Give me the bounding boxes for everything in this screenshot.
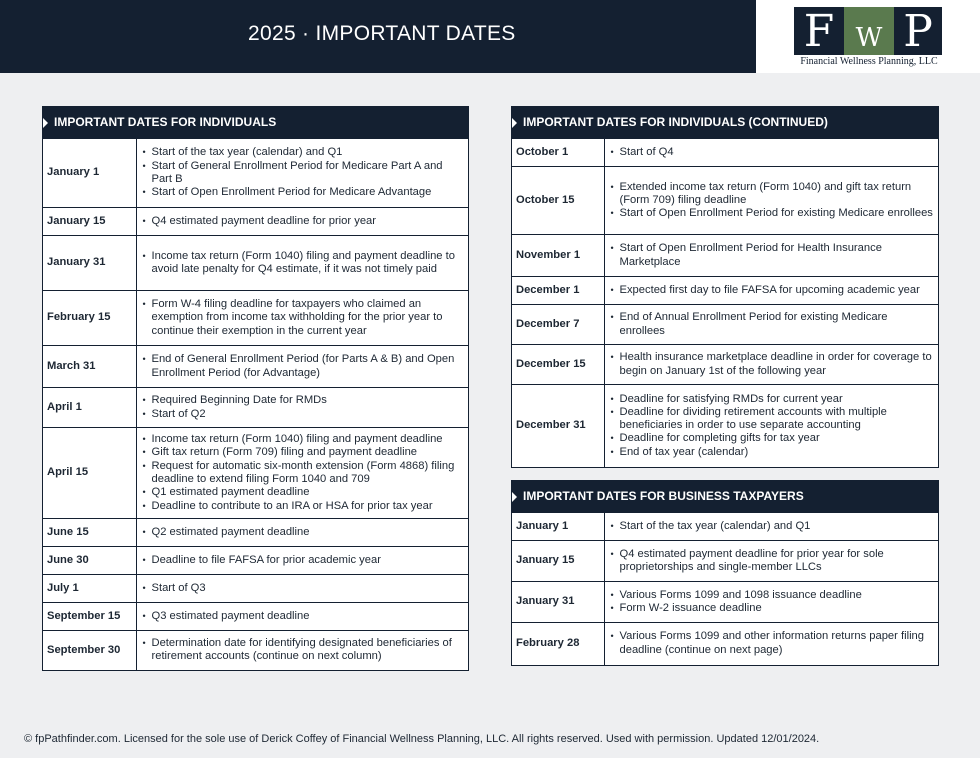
date-label: December 31 (512, 385, 604, 467)
event-list (143, 353, 465, 380)
event-item: • Start of Open Enrollment Period for Health Insurance Marketplace (611, 242, 935, 269)
date-description (604, 139, 938, 167)
date-description (136, 631, 468, 670)
date-label: January 1 (512, 513, 604, 541)
event-list (611, 284, 935, 297)
date-row (512, 345, 938, 385)
date-label: April 15 (43, 428, 136, 519)
date-description (136, 346, 468, 388)
date-label: February 28 (512, 623, 604, 665)
event-list (611, 146, 935, 159)
panel-title: IMPORTANT DATES FOR BUSINESS TAXPAYERS (512, 481, 938, 512)
event-list (611, 393, 935, 459)
date-label: March 31 (43, 346, 136, 388)
date-row (43, 428, 468, 519)
event-list (143, 215, 465, 228)
date-label: January 1 (43, 139, 136, 208)
date-label: February 15 (43, 291, 136, 346)
date-label: September 30 (43, 631, 136, 670)
event-item: • Start of Open Enrollment Period for existing Medicare enrollees (611, 207, 935, 220)
logo-monogram (794, 7, 942, 55)
event-item: • End of tax year (calendar) (611, 446, 935, 459)
logo-letter-f: F (794, 7, 844, 55)
date-label: January 15 (512, 541, 604, 582)
date-row (43, 291, 468, 346)
date-row (512, 139, 938, 167)
logo-subtitle: Financial Wellness Planning, LLC (800, 56, 938, 67)
event-item: • Gift tax return (Form 709) filing and payment deadline (143, 446, 465, 459)
date-label: April 1 (43, 388, 136, 428)
event-item: • Request for automatic six-month extension (Form 4868) filing deadline to extend filing Form 1040 and 709 (143, 460, 465, 487)
event-item: • Form W-2 issuance deadline (611, 602, 935, 615)
dates-table (512, 138, 938, 467)
date-row (512, 305, 938, 345)
event-list (611, 548, 935, 575)
event-item: • Start of Q3 (143, 582, 465, 595)
event-list (143, 298, 465, 338)
date-label: September 15 (43, 603, 136, 631)
date-row (43, 631, 468, 670)
date-row (512, 277, 938, 305)
logo-letter-w: W (844, 7, 894, 55)
date-row (43, 236, 468, 291)
event-item: • Q2 estimated payment deadline (143, 526, 465, 539)
date-description (136, 575, 468, 603)
event-item: • Various Forms 1099 and other information returns paper filing deadline (continue on next page) (611, 630, 935, 657)
event-item: • Required Beginning Date for RMDs (143, 394, 465, 407)
page-title: 2025 · IMPORTANT DATES (248, 22, 516, 45)
event-item: • Q4 estimated payment deadline for prior year (143, 215, 465, 228)
event-list (143, 433, 465, 513)
event-list (611, 630, 935, 657)
date-label: October 15 (512, 167, 604, 235)
event-item: • Start of the tax year (calendar) and Q1 (143, 146, 465, 159)
panel-title: IMPORTANT DATES FOR INDIVIDUALS (43, 107, 468, 138)
date-description (604, 345, 938, 385)
event-item: • Start of General Enrollment Period for Medicare Part A and Part B (143, 160, 465, 187)
event-item: • Form W-4 filing deadline for taxpayers who claimed an exemption from income tax withholding for the prior year to continue their exemption in the current year (143, 298, 465, 338)
date-description (136, 519, 468, 547)
event-item: • Start of Q4 (611, 146, 935, 159)
event-item: • Health insurance marketplace deadline in order for coverage to begin on January 1st of the following year (611, 351, 935, 378)
date-row (43, 603, 468, 631)
date-label: January 31 (512, 582, 604, 623)
date-label: January 31 (43, 236, 136, 291)
date-description (604, 305, 938, 345)
event-list (143, 582, 465, 595)
event-item: • Start of the tax year (calendar) and Q1 (611, 520, 935, 533)
date-row (43, 519, 468, 547)
event-item: • Start of Q2 (143, 408, 465, 421)
panel-title: IMPORTANT DATES FOR INDIVIDUALS (CONTINUED) (512, 107, 938, 138)
company-logo (756, 0, 980, 73)
event-item: • Q3 estimated payment deadline (143, 610, 465, 623)
event-list (611, 520, 935, 533)
date-row (43, 547, 468, 575)
event-item: • Start of Open Enrollment Period for Medicare Advantage (143, 186, 465, 199)
date-label: June 30 (43, 547, 136, 575)
date-description (136, 428, 468, 519)
event-list (611, 589, 935, 616)
date-description (604, 385, 938, 467)
date-row (512, 582, 938, 623)
event-list (611, 242, 935, 269)
event-item: • Various Forms 1099 and 1098 issuance deadline (611, 589, 935, 602)
date-row (43, 346, 468, 388)
event-list (611, 181, 935, 221)
date-row (512, 167, 938, 235)
event-item: • Expected first day to file FAFSA for upcoming academic year (611, 284, 935, 297)
copyright-footer: © fpPathfinder.com. Licensed for the sole use of Derick Coffey of Financial Wellness Planning, LLC. All rights reserved. Used with permission. Updated 12/01/2024. (24, 733, 820, 745)
date-label: December 7 (512, 305, 604, 345)
event-item: • Determination date for identifying designated beneficiaries of retirement accounts (continue on next column) (143, 637, 465, 664)
date-label: January 15 (43, 208, 136, 236)
event-item: • End of Annual Enrollment Period for existing Medicare enrollees (611, 311, 935, 338)
date-label: June 15 (43, 519, 136, 547)
individuals-continued-panel (511, 106, 939, 468)
event-item: • Income tax return (Form 1040) filing and payment deadline (143, 433, 465, 446)
individuals-panel (42, 106, 469, 671)
date-row (512, 235, 938, 277)
event-list (143, 146, 465, 199)
date-description (604, 623, 938, 665)
event-list (611, 311, 935, 338)
date-row (43, 388, 468, 428)
dates-table (512, 512, 938, 665)
date-description (136, 291, 468, 346)
event-item: • Deadline to file FAFSA for prior academic year (143, 554, 465, 567)
date-row (43, 575, 468, 603)
date-description (136, 236, 468, 291)
date-description (604, 167, 938, 235)
date-row (512, 513, 938, 541)
date-description (136, 139, 468, 208)
date-description (136, 603, 468, 631)
event-list (143, 637, 465, 664)
date-description (604, 277, 938, 305)
date-description (136, 388, 468, 428)
date-description (136, 208, 468, 236)
event-item: • Income tax return (Form 1040) filing and payment deadline to avoid late penalty for Q4 estimate, if it was not timely paid (143, 250, 465, 277)
date-description (604, 235, 938, 277)
date-row (43, 139, 468, 208)
event-item: • Extended income tax return (Form 1040) and gift tax return (Form 709) filing deadline (611, 181, 935, 208)
event-item: • Deadline for completing gifts for tax year (611, 432, 935, 445)
event-list (143, 526, 465, 539)
event-list (143, 610, 465, 623)
event-item: • Deadline to contribute to an IRA or HSA for prior tax year (143, 500, 465, 513)
event-list (143, 394, 465, 421)
date-row (512, 623, 938, 665)
date-description (604, 582, 938, 623)
date-row (512, 541, 938, 582)
event-list (143, 554, 465, 567)
event-item: • End of General Enrollment Period (for Parts A & B) and Open Enrollment Period (for Advantage) (143, 353, 465, 380)
date-label: December 15 (512, 345, 604, 385)
date-label: October 1 (512, 139, 604, 167)
date-description (136, 547, 468, 575)
event-list (611, 351, 935, 378)
event-item: • Q1 estimated payment deadline (143, 486, 465, 499)
event-item: • Deadline for satisfying RMDs for current year (611, 393, 935, 406)
date-description (604, 541, 938, 582)
event-item: • Q4 estimated payment deadline for prior year for sole proprietorships and single-member LLCs (611, 548, 935, 575)
date-label: July 1 (43, 575, 136, 603)
event-item: • Deadline for dividing retirement accounts with multiple beneficiaries in order to use separate accounting (611, 406, 935, 433)
dates-table (43, 138, 468, 670)
logo-letter-p: P (894, 7, 942, 55)
date-row (512, 385, 938, 467)
date-row (43, 208, 468, 236)
date-description (604, 513, 938, 541)
date-label: November 1 (512, 235, 604, 277)
business-panel (511, 480, 939, 666)
event-list (143, 250, 465, 277)
date-label: December 1 (512, 277, 604, 305)
